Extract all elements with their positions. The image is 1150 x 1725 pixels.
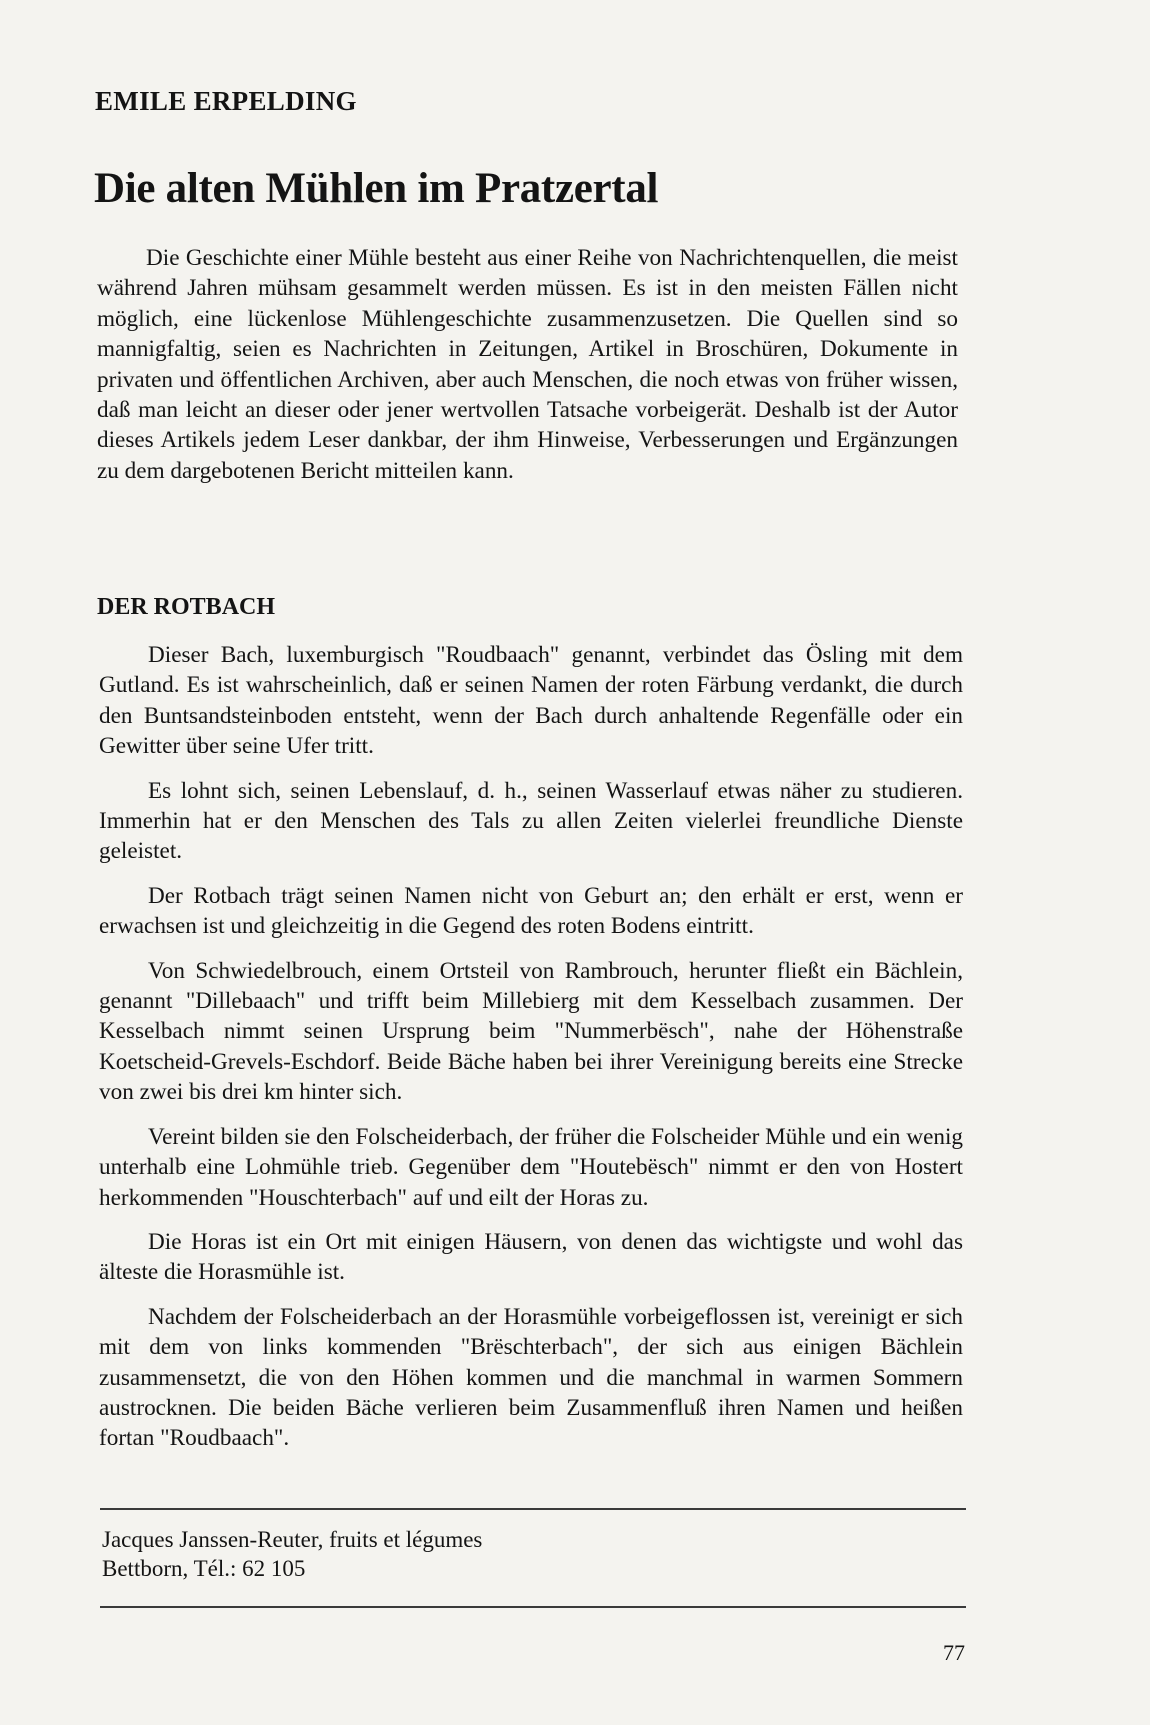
body-paragraph: Nachdem der Folscheiderbach an der Horasmühle vorbeigeflossen ist, vereinigt er sich mit dem von links kommenden "Brëschterbach", der sich aus einigen Bächlein zusammensetzt, die von den Höhen kommen und die manchmal in warmen Sommern austrocknen. Die beiden Bäche verlieren beim Zusammenfluß ihren Namen und heißen fortan "Roudbaach". <box>99 1303 963 1452</box>
advertisement-bottom-rule <box>100 1606 966 1608</box>
body-paragraph: Von Schwiedelbrouch, einem Ortsteil von Rambrouch, herunter fließt ein Bächlein, genannt "Dillebaach" und trifft beim Millebierg mit dem Kesselbach zusammen. Der Kesselbach nimmt seinen Ursprung beim "Nummerbësch", nahe der Höhenstraße Koetscheid-Grevels-Eschdorf. Beide Bäche haben bei ihrer Vereinigung bereits eine Strecke von zwei bis drei km hinter sich. <box>99 957 963 1106</box>
author-name: EMILE ERPELDING <box>95 86 357 116</box>
section-body <box>99 640 963 1468</box>
body-paragraph: Vereint bilden sie den Folscheiderbach, der früher die Folscheider Mühle und ein wenig unterhalb eine Lohmühle trieb. Gegenüber dem "Houtebësch" nimmt er den von Hostert herkommenden "Houschterbach" auf und eilt der Horas zu. <box>99 1123 963 1211</box>
body-paragraph: Die Horas ist ein Ort mit einigen Häusern, von denen das wichtigste und wohl das älteste die Horasmühle ist. <box>99 1228 963 1286</box>
advertisement-line: Jacques Janssen-Reuter, fruits et légumes <box>102 1527 483 1552</box>
body-paragraph: Der Rotbach trägt seinen Namen nicht von Geburt an; den erhält er erst, wenn er erwachsen ist und gleichzeitig in die Gegend des roten Bodens eintritt. <box>99 882 963 940</box>
advertisement <box>102 1526 482 1583</box>
body-paragraph: Dieser Bach, luxemburgisch "Roudbaach" genannt, verbindet das Ösling mit dem Gutland. Es ist wahrscheinlich, daß er seinen Namen der roten Färbung verdankt, die durch den Buntsandsteinboden entsteht, wenn der Bach durch anhaltende Regenfälle oder ein Gewitter über seine Ufer tritt. <box>99 642 963 760</box>
page-number: 77 <box>943 1640 965 1665</box>
article-title: Die alten Mühlen im Pratzertal <box>94 165 659 212</box>
body-paragraph: Es lohnt sich, seinen Lebenslauf, d. h., seinen Wasserlauf etwas näher zu studieren. Immerhin hat er den Menschen des Tals zu allen Zeiten vielerlei freundliche Dienste geleistet. <box>99 777 963 865</box>
intro-paragraph: Die Geschichte einer Mühle besteht aus einer Reihe von Nachrichtenquellen, die meist während Jahren mühsam gesammelt werden müssen. Es ist in den meisten Fällen nicht möglich, eine lückenlose Mühlengeschichte zusammenzusetzen. Die Quellen sind so mannigfaltig, seien es Nachrichten in Zeitungen, Artikel in Broschüren, Dokumente in privaten und öffentlichen Archiven, aber auch Menschen, die noch etwas von früher wissen, daß man leicht an dieser oder jener wertvollen Tatsache vorbeigerät. Deshalb ist der Autor dieses Artikels jedem Leser dankbar, der ihm Hinweise, Verbesserungen und Ergänzungen zu dem dargebotenen Bericht mitteilen kann. <box>97 245 958 484</box>
section-heading: DER ROTBACH <box>97 594 276 620</box>
advertisement-top-rule <box>100 1508 966 1510</box>
advertisement-line: Bettborn, Tél.: 62 105 <box>102 1555 306 1581</box>
